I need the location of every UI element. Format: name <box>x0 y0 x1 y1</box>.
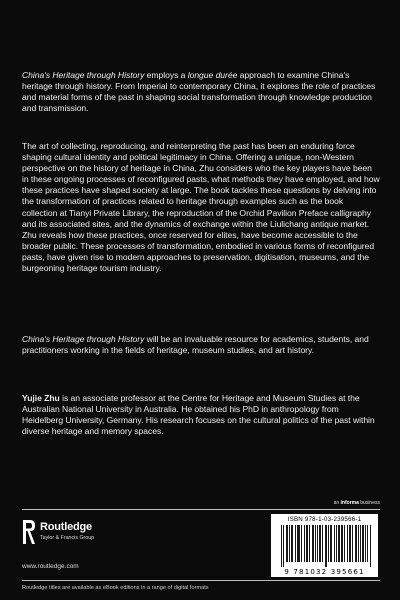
barcode-bar <box>355 525 356 562</box>
barcode-bar <box>362 525 363 562</box>
informa-business-tag <box>334 500 380 506</box>
barcode-bar <box>304 525 305 562</box>
barcode-bar <box>338 525 339 562</box>
barcode-bar <box>317 525 318 562</box>
barcode-bar <box>307 525 308 562</box>
publisher-name: Routledge <box>40 521 92 533</box>
routledge-r-icon <box>22 519 36 545</box>
barcode-bar <box>370 525 371 567</box>
book-title-italic: China's Heritage through History <box>22 70 145 80</box>
barcode-bar <box>283 525 284 567</box>
barcode-bar <box>367 525 368 562</box>
barcode-bar <box>349 525 350 562</box>
informa-suffix: business <box>358 500 380 506</box>
divider-bottom <box>22 580 380 581</box>
ebook-note: Routledge titles are available as eBook editions in a range of digital formats <box>22 585 209 591</box>
barcode-bar <box>292 525 293 562</box>
closing-paragraph <box>22 334 380 356</box>
closing-title-italic: China's Heritage through History <box>22 334 145 344</box>
barcode-bars <box>281 525 371 567</box>
barcode-bar <box>298 525 299 562</box>
barcode-bar <box>286 525 287 562</box>
intro-text-2: approach to examine China's heritage through history. From Imperial to contemporary China, it explores the role of practices and material forms of the past in shaping social transformation through knowledge production and transmission. <box>22 70 376 114</box>
barcode-bar <box>301 525 302 562</box>
barcode-bar <box>326 525 327 567</box>
publisher-website[interactable]: www.routledge.com <box>22 563 79 570</box>
informa-bold: informa <box>340 500 359 506</box>
routledge-logo <box>22 519 142 559</box>
barcode-bar <box>328 525 329 562</box>
barcode-bar <box>325 525 326 567</box>
informa-prefix: an <box>333 500 341 506</box>
barcode-bar <box>313 525 314 562</box>
barcode-bar <box>309 525 310 562</box>
barcode-bar <box>320 525 321 562</box>
barcode-bar <box>331 525 332 562</box>
barcode-bar <box>342 525 343 562</box>
body-text: The art of collecting, reproducing, and reinterpreting the past has been an enduring force shaping cultural identity and political legitimacy in China. Offering a unique, non-Western perspective on the history of heritage in China, Zhu considers who the key players have been in these ongoing processes of reconfigured pasts, what methods they have employed, and how these practices have shaped society at large. The book tackles these questions by delving into the transformation of practices related to heritage through examples such as the book collection at Tianyi Private Library, the reproduction of the Orchid Pavilion Preface calligraphy and its associated sites, and the dynamics of exchange within the Liulichang antique market. Zhu reveals how these practices, once reserved for elites, have become accessible to the broader public. These processes of transformation, embodied in various forms of reconfigured pasts, have given rise to modern approaches to preservation, digitisation, museums, and the burgeoning heritage tourism industry. <box>22 141 380 274</box>
barcode-bar <box>339 525 340 562</box>
barcode-bar <box>306 525 307 562</box>
longue-duree-italic: longue durée <box>187 70 238 80</box>
author-name: Yujie Zhu <box>22 393 60 403</box>
barcode-bar <box>352 525 353 562</box>
intro-paragraph <box>22 70 380 114</box>
intro-text-1: employs a <box>144 70 188 80</box>
barcode-bar <box>295 525 296 562</box>
barcode-bar <box>319 525 320 562</box>
barcode-bar <box>312 525 313 562</box>
barcode-bar <box>297 525 298 562</box>
barcode-bar <box>336 525 337 562</box>
barcode-bar <box>281 525 282 567</box>
publisher-group: Taylor & Francis Group <box>40 535 95 541</box>
barcode-bar <box>315 525 316 562</box>
closing-text: will be an invaluable resource for academics, students, and practitioners working in the fields of heritage, museum studies, and art history. <box>22 334 369 356</box>
barcode-digits: 9 781032 395661 <box>284 568 365 576</box>
barcode-bar <box>334 525 335 562</box>
barcode-bar <box>322 525 323 562</box>
barcode-bar <box>347 525 348 562</box>
barcode-bar <box>291 525 292 562</box>
author-bio <box>22 393 380 437</box>
barcode-bar <box>350 525 351 562</box>
bio-text: is an associate professor at the Centre for Heritage and Museum Studies at the Australian National University in Australia. He obtained his PhD in anthropology from Heidelberg University, Germany. His research focuses on the cultural politics of the past within diverse heritage and memory spaces. <box>22 393 375 437</box>
divider-top <box>22 509 380 510</box>
isbn-label: ISBN 978-1-03-239566-1 <box>287 516 362 523</box>
barcode-bar <box>365 525 366 562</box>
isbn-barcode <box>271 514 378 577</box>
barcode-bar <box>289 525 290 562</box>
barcode-bar <box>287 525 288 562</box>
barcode-bar <box>363 525 364 562</box>
barcode-bar <box>360 525 361 562</box>
barcode-bar <box>330 525 331 562</box>
barcode-bar <box>358 525 359 562</box>
barcode-bar <box>356 525 357 562</box>
barcode-bar <box>299 525 300 562</box>
barcode-bar <box>341 525 342 562</box>
barcode-bar <box>344 525 345 562</box>
body-paragraph <box>22 141 380 274</box>
